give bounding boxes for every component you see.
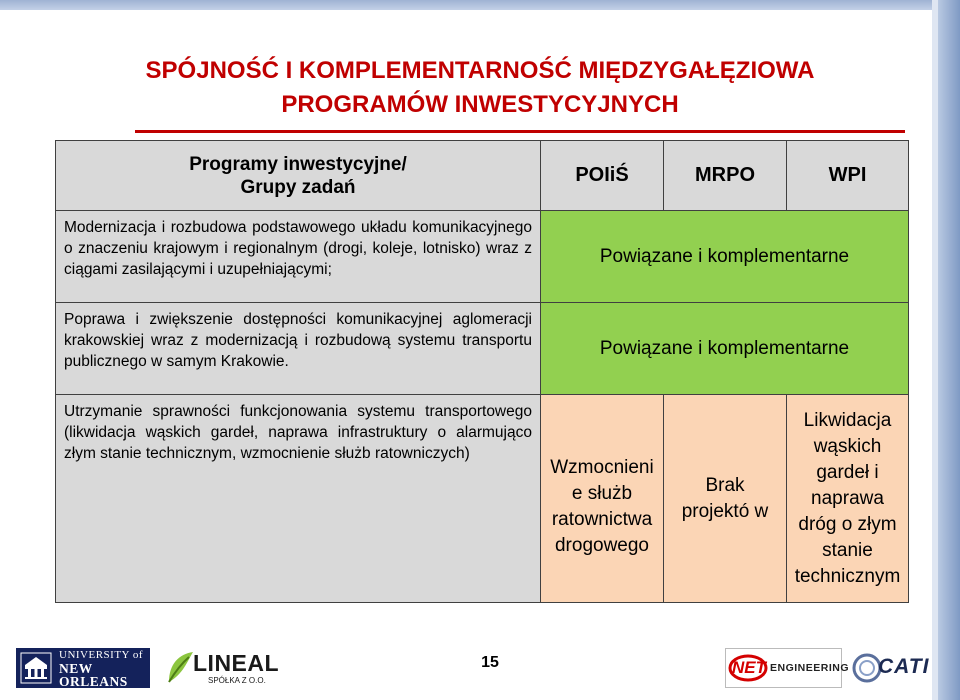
uno-text: UNIVERSITY of NEW ORLEANS [59, 648, 143, 689]
table-row [56, 303, 909, 395]
net-wordmark: NET [732, 658, 766, 677]
title-line-2: PROGRAMÓW INWESTYCYJNYCH [281, 91, 679, 118]
row-relation: Powiązane i komplementarne [541, 303, 909, 395]
cell-wpi: Likwidacja wąskich gardeł i naprawa dróg o złym stanie technicznym [787, 395, 909, 603]
lineal-leaf-icon [165, 648, 195, 686]
slide-title [100, 54, 860, 122]
lineal-wordmark: LINEAL [193, 650, 280, 676]
page-number: 15 [481, 654, 499, 671]
programs-table [55, 140, 909, 603]
row-relation: Powiązane i komplementarne [541, 211, 909, 303]
table-header-row [56, 141, 909, 211]
net-subtitle: ENGINEERING [770, 662, 850, 674]
cell-mrpo: Brak projektó w [664, 395, 787, 603]
net-engineering-logo [725, 648, 850, 688]
top-frame-band [0, 0, 960, 10]
lineal-logo [165, 648, 280, 686]
uno-mark-icon [19, 650, 53, 686]
table-row [56, 395, 909, 603]
row-description: Utrzymanie sprawności funkcjonowania systemu transportowego (likwidacja wąskich gardeł, naprawa infrastruktury o alarmująco złym stanie technicznym, wzmocnienie służb ratowniczych) [56, 395, 541, 603]
lineal-subtitle: SPÓŁKA Z O.O. [208, 676, 266, 685]
header-programs: Programy inwestycyjne/ Grupy zadań [56, 141, 541, 211]
cati-logo [852, 650, 938, 686]
cati-wordmark: CATI [878, 655, 930, 678]
header-mrpo: MRPO [664, 141, 787, 211]
right-frame-band [938, 0, 960, 700]
header-wpi: WPI [787, 141, 909, 211]
uno-logo [16, 648, 150, 688]
header-poiis: POIiŚ [541, 141, 664, 211]
table-row [56, 211, 909, 303]
row-description: Poprawa i zwiększenie dostępności komunikacyjnej aglomeracji krakowskiej wraz z modernizacją i rozbudową systemu transportu publicznego w samym Krakowie. [56, 303, 541, 395]
title-underline [135, 130, 905, 133]
row-description: Modernizacja i rozbudowa podstawowego układu komunikacyjnego o znaczeniu krajowym i regionalnym (drogi, koleje, lotnisko) wraz z ciągami zasilającymi i uzupełniającymi; [56, 211, 541, 303]
title-line-1: SPÓJNOŚĆ I KOMPLEMENTARNOŚĆ MIĘDZYGAŁĘZIOWA [145, 57, 815, 84]
cell-poiis: Wzmocnieni e służb ratownictwa drogowego [541, 395, 664, 603]
